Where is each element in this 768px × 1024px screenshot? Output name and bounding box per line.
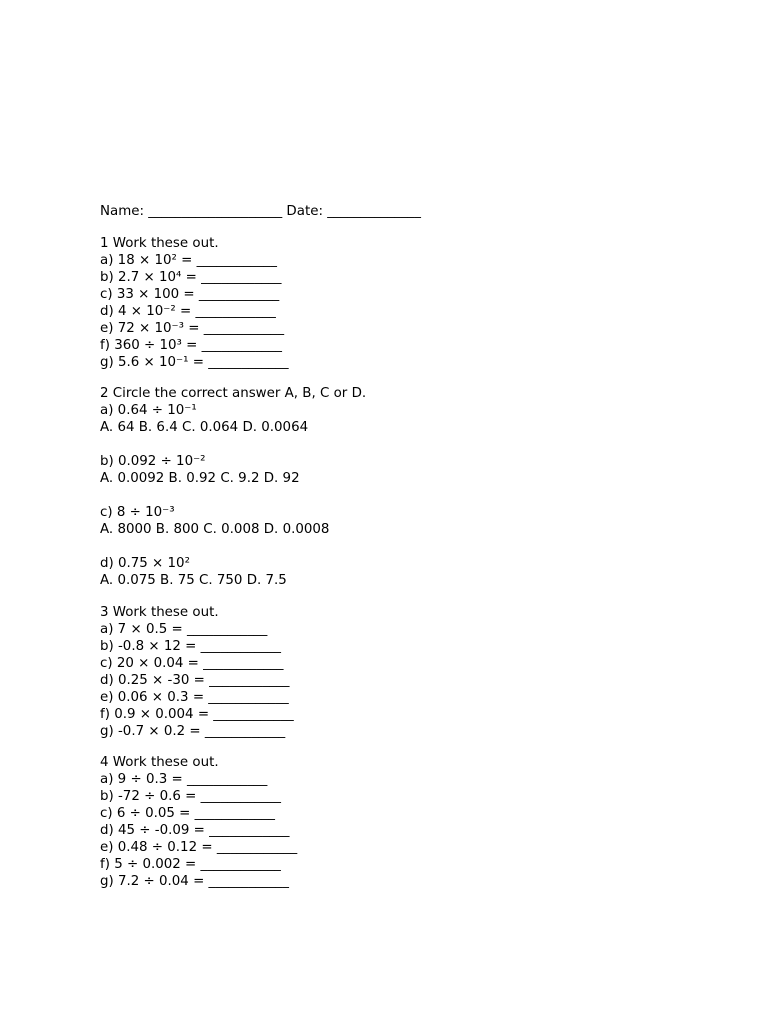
- section-4-item-d: d) 45 ÷ -0.09 = ____________: [100, 823, 290, 838]
- section-1-item-e: e) 72 × 10⁻³ = ____________: [100, 320, 285, 336]
- spacer: [100, 220, 740, 235]
- section-3-item-f: f) 0.9 × 0.004 = ____________: [100, 706, 294, 722]
- section-2-options-a: A. 64 B. 6.4 C. 0.064 D. 0.0064: [100, 420, 309, 435]
- section-4-item-a: a) 9 ÷ 0.3 = ____________: [100, 772, 268, 787]
- section-2-question-c: c) 8 ÷ 10⁻³: [100, 505, 175, 520]
- worksheet-page: [100, 203, 740, 890]
- section-1-item-f: f) 360 ÷ 10³ = ____________: [100, 337, 282, 353]
- section-1: [100, 235, 740, 371]
- spacer: [100, 487, 740, 504]
- section-2-options-d: A. 0.075 B. 75 C. 750 D. 7.5: [100, 573, 287, 588]
- spacer: [100, 538, 740, 555]
- section-2-options-b: A. 0.0092 B. 0.92 C. 9.2 D. 92: [100, 471, 300, 486]
- spacer: [100, 436, 740, 453]
- section-3-item-c: c) 20 × 0.04 = ____________: [100, 655, 284, 671]
- section-1-item-b: b) 2.7 × 10⁴ = ____________: [100, 269, 282, 285]
- section-4-item-c: c) 6 ÷ 0.05 = ____________: [100, 806, 275, 821]
- section-2-options-c: A. 8000 B. 800 C. 0.008 D. 0.0008: [100, 522, 330, 537]
- section-4-item-b: b) -72 ÷ 0.6 = ____________: [100, 789, 281, 804]
- section-3-item-b: b) -0.8 × 12 = ____________: [100, 638, 281, 654]
- section-4: [100, 754, 740, 890]
- spacer: [100, 371, 740, 386]
- section-3-item-d: d) 0.25 × -30 = ____________: [100, 672, 290, 688]
- section-2-title: 2 Circle the correct answer A, B, C or D.: [100, 386, 367, 401]
- section-2: [100, 385, 740, 589]
- spacer: [100, 589, 740, 604]
- section-1-item-a: a) 18 × 10² = ____________: [100, 252, 277, 268]
- section-4-item-g: g) 7.2 ÷ 0.04 = ____________: [100, 874, 289, 889]
- name-date-line: Name: ____________________ Date: ______________: [100, 204, 421, 219]
- section-2-question-d: d) 0.75 × 10²: [100, 556, 190, 571]
- spacer: [100, 740, 740, 755]
- section-2-question-a: a) 0.64 ÷ 10⁻¹: [100, 403, 197, 418]
- section-3-item-e: e) 0.06 × 0.3 = ____________: [100, 689, 289, 705]
- section-4-item-f: f) 5 ÷ 0.002 = ____________: [100, 857, 281, 872]
- section-1-item-d: d) 4 × 10⁻² = ____________: [100, 303, 276, 319]
- section-2-question-b: b) 0.092 ÷ 10⁻²: [100, 454, 206, 469]
- section-4-item-e: e) 0.48 ÷ 0.12 = ____________: [100, 840, 298, 855]
- section-1-item-c: c) 33 × 100 = ____________: [100, 286, 280, 302]
- section-1-title: 1 Work these out.: [100, 235, 219, 251]
- section-3-item-a: a) 7 × 0.5 = ____________: [100, 621, 268, 637]
- section-3-title: 3 Work these out.: [100, 604, 219, 620]
- section-4-title: 4 Work these out.: [100, 755, 219, 770]
- section-1-item-g: g) 5.6 × 10⁻¹ = ____________: [100, 354, 289, 370]
- section-3-item-g: g) -0.7 × 0.2 = ____________: [100, 723, 286, 739]
- section-3: [100, 604, 740, 740]
